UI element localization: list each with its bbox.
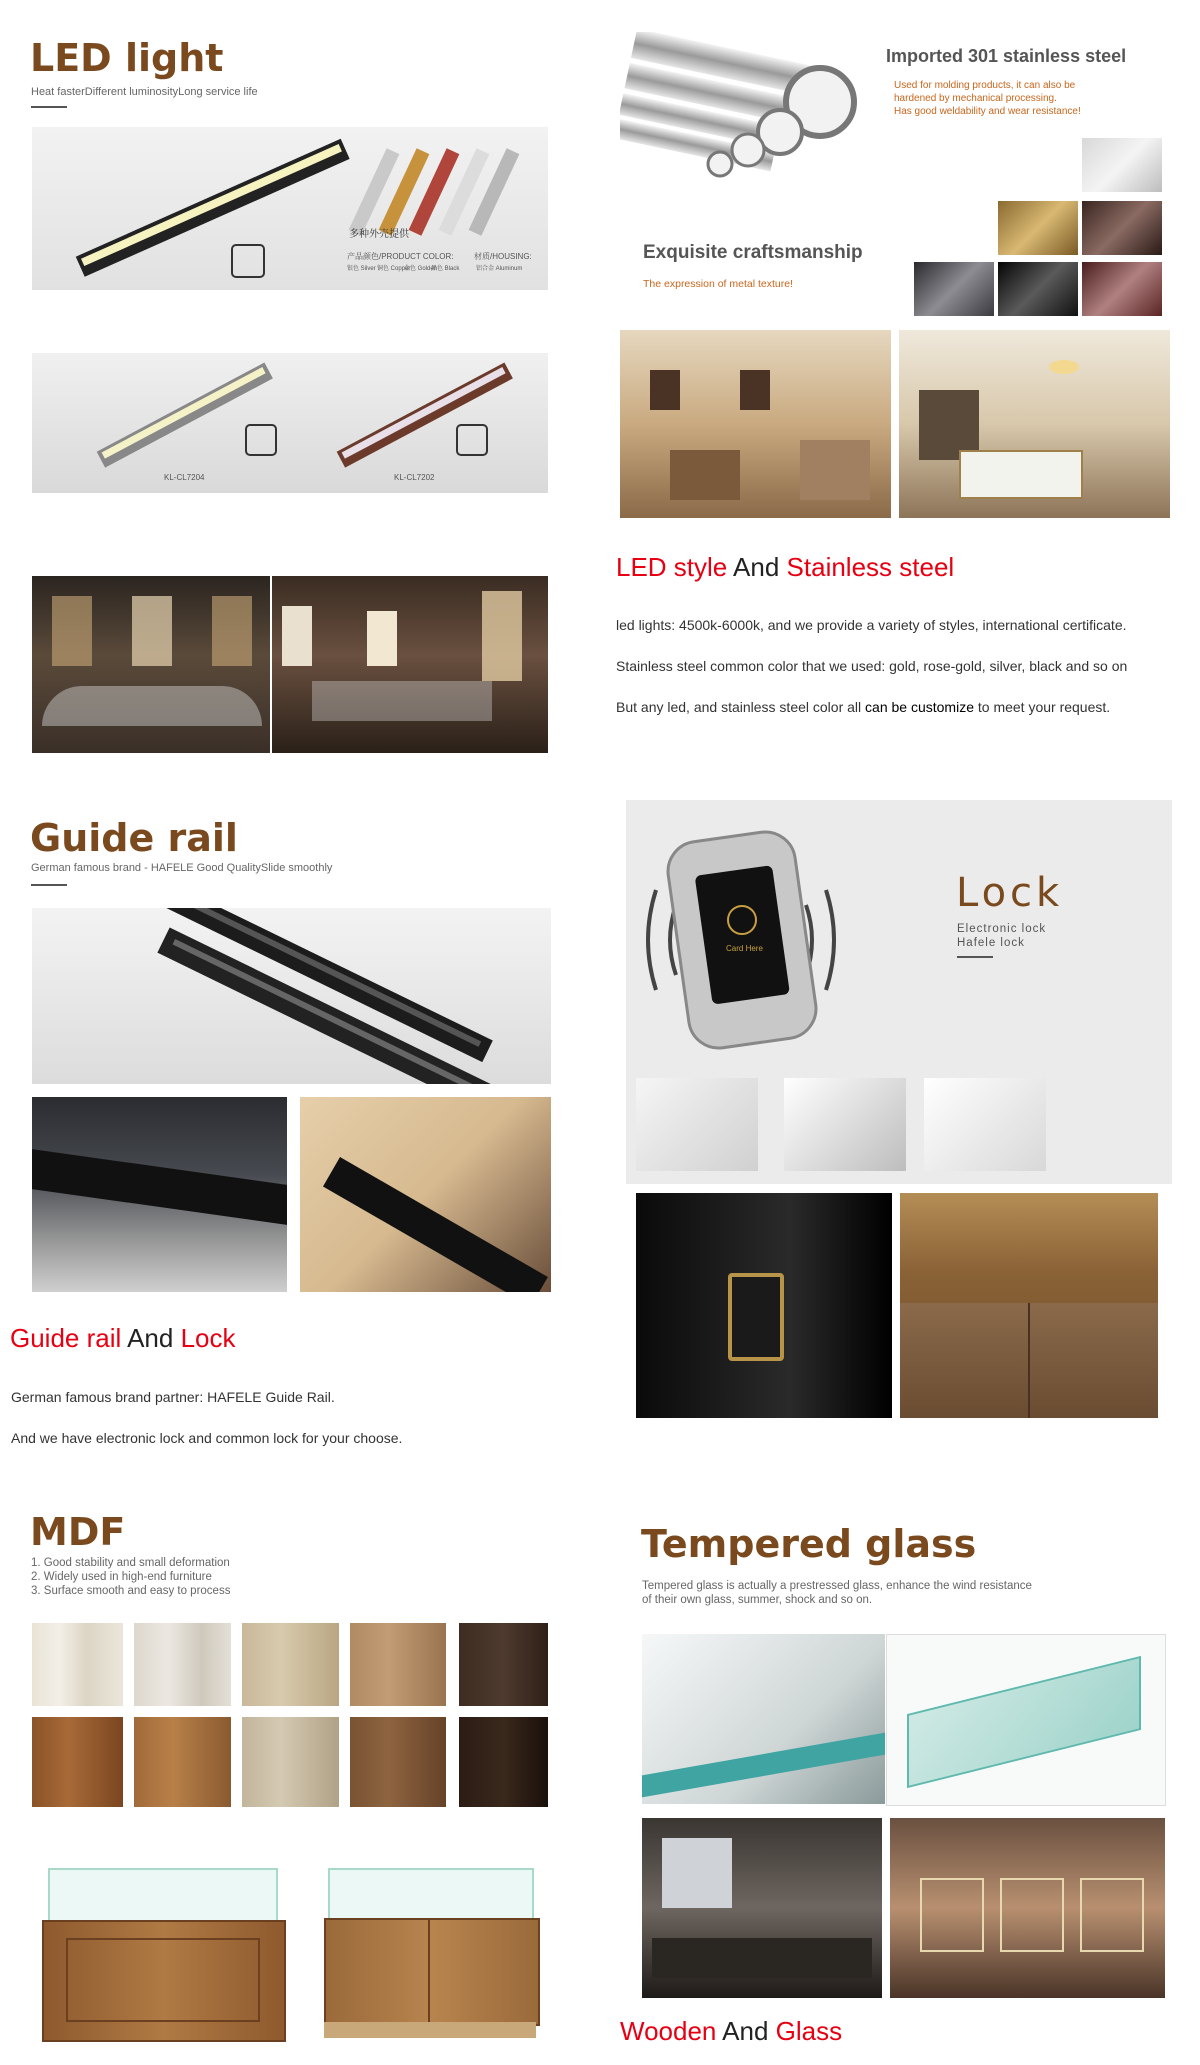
lock-photo-2 xyxy=(784,1078,906,1171)
led-steel-line2: Stainless steel common color that we used: gold, rose-gold, silver, black and so on xyxy=(616,658,1128,674)
glass-image-1 xyxy=(642,1634,885,1804)
lock-photo-3 xyxy=(924,1078,1046,1171)
mdf-swatch xyxy=(242,1623,339,1706)
craft-sub: The expression of metal texture! xyxy=(643,278,793,290)
lock-panel xyxy=(626,800,1172,1184)
guide-lock-heading-red2: Lock xyxy=(180,1323,236,1353)
guide-rail-image xyxy=(32,908,551,1084)
led-model-b: KL-CL7202 xyxy=(394,473,435,482)
wood-showcase-1 xyxy=(42,1868,282,2038)
led-steel-line3-a: But any led, and stainless steel color all xyxy=(616,699,866,715)
glass-title: Tempered glass xyxy=(641,1522,977,1566)
wood-glass-heading-red2: Glass xyxy=(775,2016,843,2046)
guide-lock-heading-red1: Guide rail xyxy=(10,1323,122,1353)
lock-photo-1 xyxy=(636,1078,758,1171)
mdf-swatch xyxy=(32,1623,123,1706)
guide-lock-line2: And we have electronic lock and common lock for your choose. xyxy=(11,1430,403,1446)
led-steel-heading-and: And xyxy=(727,552,787,582)
mdf-swatch xyxy=(134,1623,231,1706)
wood-showcase-2 xyxy=(324,1868,536,2038)
wood-glass-heading-and: And xyxy=(716,2016,776,2046)
led-panel-housing-label: 材质/HOUSING: xyxy=(474,252,532,261)
guide-title: Guide rail xyxy=(30,816,238,860)
steel-swatch-bronze xyxy=(1082,201,1162,255)
mdf-swatch xyxy=(350,1623,446,1706)
led-subtitle: Heat fasterDifferent luminosityLong service life xyxy=(31,86,258,98)
mdf-point-2: 2. Widely used in high-end furniture xyxy=(31,1571,212,1583)
mdf-swatch xyxy=(134,1717,231,1807)
led-color-black: 黑色 Black xyxy=(431,266,460,272)
steel-swatch-brushed xyxy=(1082,138,1162,192)
lock-photo-door xyxy=(636,1193,892,1418)
steel-swatch-gunmetal xyxy=(914,262,994,316)
lock-card-text: Card Here xyxy=(726,944,763,953)
guide-lock-heading-and: And xyxy=(121,1323,181,1353)
steel-swatch-rose xyxy=(1082,262,1162,316)
guide-lock-line1: German famous brand partner: HAFELE Guide Rail. xyxy=(11,1389,335,1405)
mdf-title: MDF xyxy=(30,1510,126,1554)
led-strip-image-2 xyxy=(32,353,548,493)
led-housing-name: 铝合金 Aluminum xyxy=(476,266,523,272)
led-steel-line3-b: can be customize xyxy=(865,699,974,715)
steel-desc-1: Used for molding products, it can also be xyxy=(894,80,1076,91)
showroom-photo-left xyxy=(32,576,270,753)
mdf-swatch xyxy=(32,1717,123,1807)
guide-rail-photo-2 xyxy=(300,1097,551,1292)
led-color-copper: 铜色 Copper xyxy=(377,266,411,272)
wood-glass-heading-red1: Wooden xyxy=(620,2016,717,2046)
led-strip-image-1 xyxy=(32,127,548,290)
mdf-swatch xyxy=(459,1717,548,1807)
led-color-silver: 银色 Silver xyxy=(347,266,376,272)
guide-lock-heading xyxy=(10,1323,235,1354)
mdf-point-1: 1. Good stability and small deformation xyxy=(31,1557,230,1569)
glass-desc-2: of their own glass, summer, shock and so on. xyxy=(642,1594,873,1606)
steel-swatch-black xyxy=(998,262,1078,316)
mdf-swatch xyxy=(242,1717,339,1807)
jewelry-store-photo-1 xyxy=(642,1818,882,1998)
store-photo-2 xyxy=(899,330,1170,518)
led-panel-color-label: 产品颜色/PRODUCT COLOR: xyxy=(347,252,454,261)
led-steel-line1: led lights: 4500k-6000k, and we provide a variety of styles, international certificate. xyxy=(616,617,1127,633)
led-steel-heading xyxy=(616,552,954,583)
store-photo-1 xyxy=(620,330,891,518)
led-steel-line3-c: to meet your request. xyxy=(973,699,1111,715)
craft-title: Exquisite craftsmanship xyxy=(643,242,863,263)
lock-sub1: Electronic lock xyxy=(957,923,1047,935)
led-color-golden: 金色 Golden xyxy=(404,266,438,272)
lock-photo-cabinet xyxy=(900,1193,1158,1418)
led-steel-line3 xyxy=(616,699,1110,715)
steel-title: Imported 301 stainless steel xyxy=(886,46,1127,66)
mdf-swatch xyxy=(459,1623,548,1706)
wood-glass-heading xyxy=(620,2016,842,2047)
glass-desc-1: Tempered glass is actually a prestressed glass, enhance the wind resistance xyxy=(642,1580,1032,1592)
lock-sub2: Hafele lock xyxy=(957,937,1025,949)
steel-pipes-image xyxy=(620,32,860,212)
led-title: LED light xyxy=(30,36,224,80)
led-steel-heading-red1: LED style xyxy=(616,552,728,582)
mdf-swatch xyxy=(350,1717,446,1807)
steel-desc-3: Has good weldability and wear resistance! xyxy=(894,106,1081,117)
showroom-photo-right xyxy=(272,576,548,753)
led-divider xyxy=(31,106,67,108)
led-steel-heading-red2: Stainless steel xyxy=(786,552,955,582)
lock-divider xyxy=(957,956,993,958)
guide-divider xyxy=(31,884,67,886)
led-panel-cn-title: 多种外壳提供 xyxy=(349,229,409,240)
guide-subtitle: German famous brand - HAFELE Good QualitySlide smoothly xyxy=(31,862,333,874)
mdf-point-3: 3. Surface smooth and easy to process xyxy=(31,1585,231,1597)
guide-rail-photo-1 xyxy=(32,1097,287,1292)
led-model-a: KL-CL7204 xyxy=(164,473,205,482)
steel-swatch-gold xyxy=(998,201,1078,255)
jewelry-store-photo-2 xyxy=(890,1818,1165,1998)
steel-desc-2: hardened by mechanical processing. xyxy=(894,93,1057,104)
lock-title: Lock xyxy=(956,870,1064,916)
glass-image-2 xyxy=(886,1634,1166,1806)
